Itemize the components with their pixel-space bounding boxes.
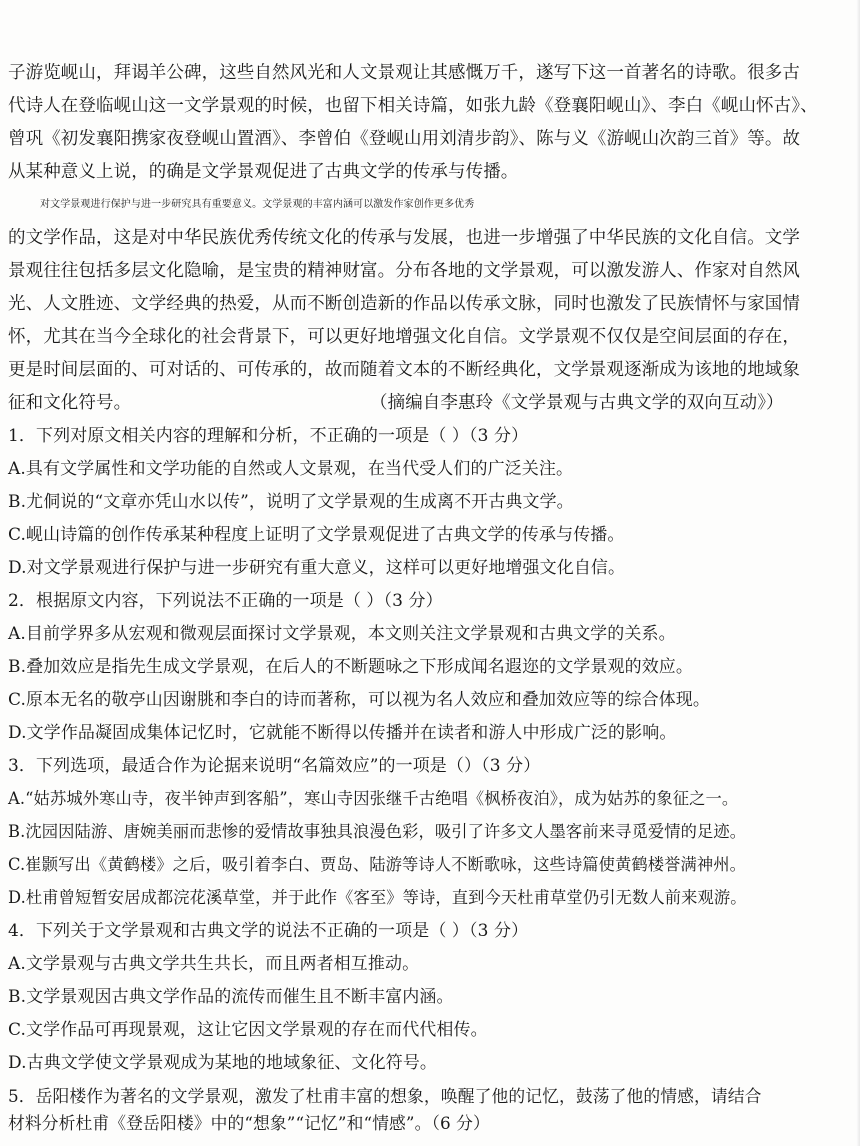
passage-line: 对文学景观进行保护与进一步研究具有重要意义。文学景观的丰富内涵可以激发作家创作更多优秀	[40, 199, 475, 210]
passage-line: 景观往往包括多层文化隐喻，是宝贵的精神财富。分布各地的文学景观，可以激发游人、作家对自然风	[8, 261, 800, 281]
question-stem: 2．根据原文内容，下列说法不正确的一项是（ ）（3 分）	[8, 591, 443, 611]
passage-line: 子游览岘山，拜谒羊公碑，这些自然风光和人文景观让其感慨万千，遂写下这一首著名的诗歌。很多古	[8, 63, 800, 83]
passage-line: 征和文化符号。	[8, 393, 132, 413]
passage-line: 光、人文胜迹、文学经典的热爱，从而不断创造新的作品以传承文脉，同时也激发了民族情怀与家国情	[8, 294, 800, 314]
passage-line: 曾巩《初发襄阳携家夜登岘山置酒》、李曾伯《登岘山用刘清步韵》、陈与义《游岘山次韵三首》等。故	[8, 129, 801, 149]
answer-option: D.古典文学使文学景观成为某地的地域象征、文化符号。	[8, 1053, 438, 1073]
answer-option: B.沈园因陆游、唐婉美丽而悲惨的爱情故事独具浪漫色彩，吸引了许多文人墨客前来寻觅爱情的足迹。	[8, 822, 747, 841]
answer-option: C.原本无名的敬亭山因谢朓和李白的诗而著称，可以视为名人效应和叠加效应等的综合体现。	[8, 690, 711, 710]
question-stem: 1．下列对原文相关内容的理解和分析，不正确的一项是（ ）（3 分）	[8, 426, 529, 446]
passage-line: 代诗人在登临岘山这一文学景观的时候，也留下相关诗篇，如张九龄《登襄阳岘山》、李白《岘山怀古》、	[8, 96, 818, 116]
passage-line: 从某种意义上说，的确是文学景观促进了古典文学的传承与传播。	[8, 162, 519, 182]
answer-option: A.目前学界多从宏观和微观层面探讨文学景观，本文则关注文学景观和古典文学的关系。	[8, 624, 676, 644]
answer-option: D.文学作品凝固成集体记忆时，它就能不断得以传播并在读者和游人中形成广泛的影响。	[8, 723, 677, 743]
answer-option: C.文学作品可再现景观，这让它因文学景观的存在而代代相传。	[8, 1020, 488, 1040]
answer-option: A.文学景观与古典文学共生共长，而且两者相互推动。	[8, 954, 420, 974]
question-stem: 5．岳阳楼作为著名的文学景观，激发了杜甫丰富的想象，唤醒了他的记忆，鼓荡了他的情感，请结合	[8, 1086, 762, 1106]
question-stem: 3．下列选项，最适合作为论据来说明“名篇效应”的一项是（）（3 分）	[8, 756, 541, 776]
passage-line: 怀，尤其在当今全球化的社会背景下，可以更好地增强文化自信。文学景观不仅仅是空间层面的存在，	[8, 327, 800, 347]
source-citation: （摘编自李惠玲《文学景观与古典文学的双向互动》）	[370, 393, 784, 413]
answer-option: A.“姑苏城外寒山寺，夜半钟声到客船”，寒山寺因张继千古绝唱《枫桥夜泊》，成为姑苏的象征之一。	[8, 789, 739, 808]
answer-option: B.叠加效应是指先生成文学景观，在后人的不断题咏之下形成闻名遐迩的文学景观的效应。	[8, 657, 693, 677]
answer-option: A.具有文学属性和文学功能的自然或人文景观，在当代受人们的广泛关注。	[8, 459, 574, 479]
answer-option: D.杜甫曾短暂安居成都浣花溪草堂，并于此作《客至》等诗，直到今天杜甫草堂仍引无数人前来观游。	[8, 888, 747, 907]
answer-option: D.对文学景观进行保护与进一步研究有重大意义，这样可以更好地增强文化自信。	[8, 558, 626, 578]
answer-option: C.崔颢写出《黄鹤楼》之后，吸引着李白、贾岛、陆游等诗人不断歌咏，这些诗篇使黄鹤楼誉满神州。	[8, 855, 747, 874]
passage-line: 的文学作品，这是对中华民族优秀传统文化的传承与发展，也进一步增强了中华民族的文化自信。文学	[8, 228, 800, 248]
question-stem: 4．下列关于文学景观和古典文学的说法不正确的一项是（ ）（3 分）	[8, 921, 529, 941]
answer-option: B.文学景观因古典文学作品的流传而催生且不断丰富内涵。	[8, 987, 454, 1007]
question-stem-continued: 材料分析杜甫《登岳阳楼》中的“想象”“记忆”和“情感”。（6 分）	[8, 1113, 490, 1133]
passage-line: 更是时间层面的、可对话的、可传承的，故而随着文本的不断经典化，文学景观逐渐成为该地的地域象	[8, 360, 800, 380]
answer-option: B.尤侗说的“文章亦凭山水以传”，说明了文学景观的生成离不开古典文学。	[8, 492, 574, 512]
scan-edge	[856, 0, 860, 1146]
answer-option: C.岘山诗篇的创作传承某种程度上证明了文学景观促进了古典文学的传承与传播。	[8, 525, 625, 545]
